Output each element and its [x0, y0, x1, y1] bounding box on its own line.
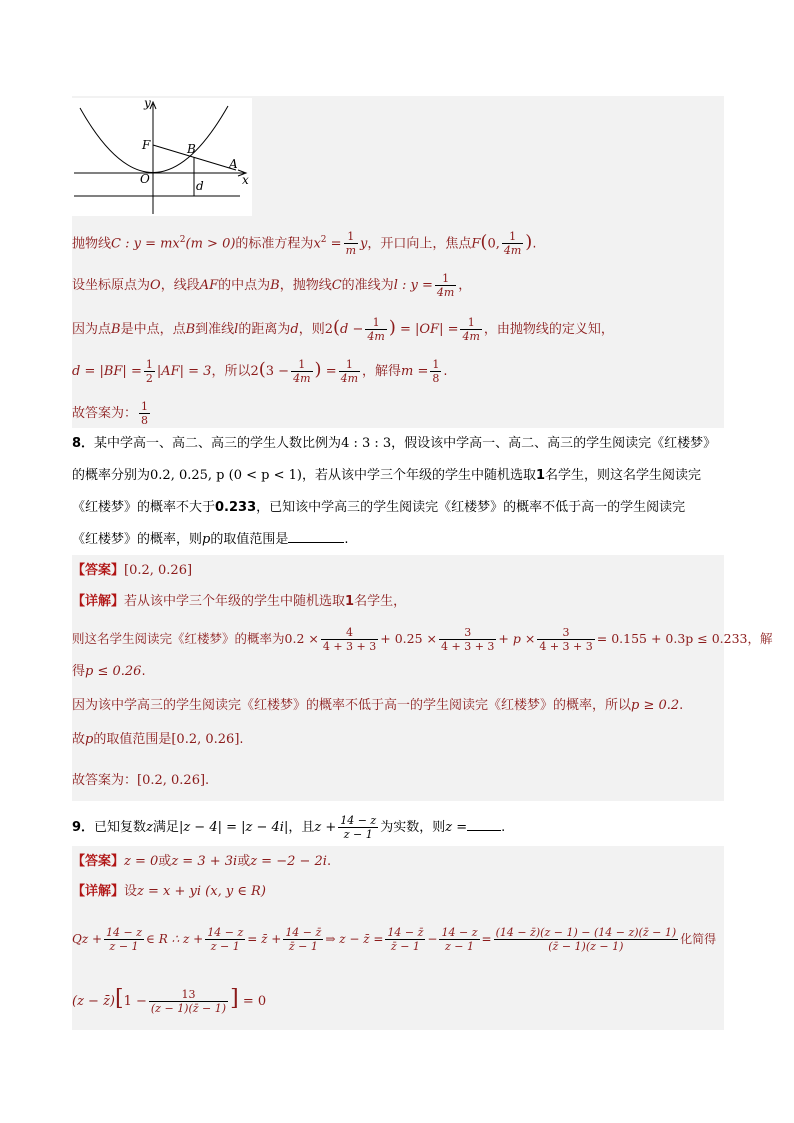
question-8-line-3: 《红楼梦》的概率不大于0.233，已知该中学高三的学生阅读完《红楼梦》的概率不低于高一的学生阅读完 [72, 500, 686, 515]
answer-blank [467, 818, 501, 831]
detail-8-line-4: 因为该中学高三的学生阅读完《红楼梦》的概率不低于高一的学生阅读完《红楼梦》的概率，所以p ≥ 0.2. [72, 698, 684, 713]
detail-9-line-3: (z − z̄)[1 − $\frac{13}{(z - 1)(z̄ - 1)}$ ] = 0 [72, 986, 267, 1015]
question-8-line-2: 的概率分别为0.2, 0.25, p (0 < p < 1)，若从该中学三个年级的学生中随机选取1名学生，则这名学生阅读完 [72, 468, 702, 483]
detail-tag: 【详解】 [72, 884, 125, 899]
question-8-line-1: 8．某中学高一、高二、高三的学生人数比例为4 : 3 : 3，假设该中学高一、高二、高三的学生阅读完《红楼梦》 [72, 436, 717, 451]
fraction: $\frac{4}{4 + 3 + 3}$ [322, 626, 377, 653]
origin-label: O [140, 172, 150, 186]
answer-tag: 【答案】 [72, 563, 125, 578]
solution-7-answer: 故答案为： $\frac{1}{8}$ [72, 400, 149, 427]
fraction: $\frac{1}{8}$ [141, 400, 149, 427]
detail-9-line-2: Qz + $\frac{14 - z}{z - 1}$ ∈ R ∴ z + $\frac{14 - z}{z - 1}$ = z̄ + $\frac{14 - z̄}{z̄ - 1}$ ⇒ z − z̄ = $\frac{14 - z̄}{z̄ - 1}$ − $\frac{14 - z}{z - 1}$ = $\frac{(14 - z̄)(z - 1) - (14 - z)(z̄ - 1)}{(z̄ - 1)(z - 1)}$ 化简得 [72, 926, 717, 953]
distance-label-d: d [196, 179, 204, 193]
fraction: $\frac{14 - z}{z - 1}$ [340, 814, 377, 841]
fraction: $\frac{13}{(z - 1)(z̄ - 1)}$ [150, 988, 227, 1015]
solution-7-line-1: 抛物线C : $y = mx^2(m > 0)$的标准方程为$x^2$ = $\frac{1}{m}$ y，开口向上，焦点F(0, $\frac{1}{4m}$ ). [72, 230, 537, 258]
fraction: $\frac{1}{2}$ [145, 358, 153, 385]
question-number: 8． [72, 436, 95, 451]
question-8-line-4: 《红楼梦》的概率，则p的取值范围是 . [72, 532, 349, 547]
question-number: 9． [72, 820, 95, 835]
fraction: $\frac{3}{4 + 3 + 3}$ [441, 626, 495, 653]
point-label-a: A [229, 157, 238, 171]
axis-label-y: y [144, 98, 151, 110]
fraction: $\frac{1}{4m}$ [462, 316, 480, 343]
solution-7-line-4: d = |BF| = $\frac{1}{2}$ |AF| = 3，所以2(3 − $\frac{1}{4m}$ ) = $\frac{1}{4m}$ ，解得m = $\frac{1}{8}$ . [72, 358, 448, 385]
fraction: $\frac{14 - z̄}{z̄ - 1}$ [387, 926, 424, 953]
fraction: $\frac{1}{4m}$ [436, 272, 455, 299]
fraction: $\frac{1}{4m}$ [503, 230, 522, 258]
detail-8-line-3: 得p ≤ 0.26. [72, 664, 146, 679]
fraction: $\frac{1}{4m}$ [340, 358, 359, 385]
detail-tag: 【详解】 [72, 594, 125, 609]
answer-8-line: 【答案】[0.2, 0.26] [72, 563, 193, 578]
fraction: $\frac{1}{4m}$ [293, 358, 311, 385]
answer-tag: 【答案】 [72, 854, 125, 869]
fraction: $\frac{14 - z}{z - 1}$ [441, 926, 478, 953]
question-9-line: 9．已知复数z满足|z − 4| = |z − 4i|，且z + $\frac{14 - z}{z - 1}$ 为实数，则z = . [72, 814, 506, 841]
fraction: $\frac{14 - z}{z - 1}$ [207, 926, 244, 953]
fraction: $\frac{1}{4m}$ [367, 316, 385, 343]
fraction: $\frac{3}{4 + 3 + 3}$ [539, 626, 593, 653]
detail-9-line-1: 【详解】设z = x + yi (x, y ∈ R) [72, 884, 266, 899]
solution-7-line-2: 设坐标原点为O，线段AF的中点为B，抛物线C的准线为l : y = $\frac{1}{4m}$ ， [72, 272, 472, 299]
point-label-b: B [187, 142, 196, 156]
detail-8-line-6: 故答案为：[0.2, 0.26]. [72, 773, 210, 788]
solution-7-line-3: 因为点B是中点，点B到准线l的距离为d，则2(d − $\frac{1}{4m}$ ) = |OF| = $\frac{1}{4m}$ ，由抛物线的定义知， [72, 316, 614, 343]
fraction: $\frac{14 - z̄}{z̄ - 1}$ [285, 926, 322, 953]
fraction: $\frac{1}{m}$ [345, 230, 356, 258]
point-label-f: F [142, 138, 151, 152]
detail-8-line-2: 则这名学生阅读完《红楼梦》的概率为0.2 × $\frac{4}{4 + 3 + 3}$ + 0.25 × $\frac{3}{4 + 3 + 3}$ + p × $\frac{3}{4 + 3 + 3}$ = 0.155 + 0.3p ≤ 0.233，解 [72, 626, 773, 653]
parabola-figure [72, 98, 252, 216]
answer-blank [288, 530, 344, 543]
axis-label-x: x [242, 173, 249, 187]
fraction: $\frac{1}{8}$ [432, 358, 440, 385]
detail-8-line-1: 【详解】若从该中学三个年级的学生中随机选取1名学生， [72, 594, 407, 609]
fraction: $\frac{(14 - z̄)(z - 1) - (14 - z)(z̄ - 1)}{(z̄ - 1)(z - 1)}$ [495, 926, 677, 953]
fraction: $\frac{14 - z}{z - 1}$ [106, 926, 143, 953]
answer-9-line: 【答案】z = 0或z = 3 + 3i或z = −2 − 2i. [72, 854, 332, 869]
detail-8-line-5: 故p的取值范围是[0.2, 0.26]. [72, 732, 244, 747]
